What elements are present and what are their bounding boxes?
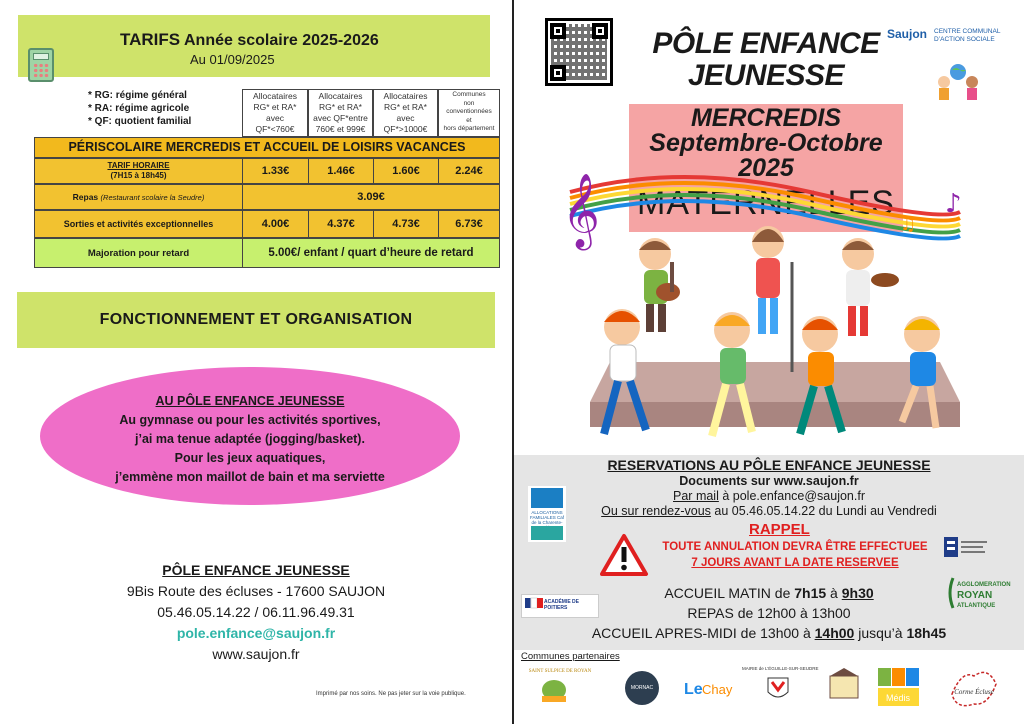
- rappel-line-2: 7 JOURS AVANT LA DATE RESERVEE: [691, 557, 899, 569]
- footnote: Imprimé par nos soins. Ne pas jeter sur la voie publique.: [316, 691, 466, 697]
- price-cell: 2.24€: [455, 165, 483, 177]
- pole-title: PÔLE ENFANCE JEUNESSE: [652, 27, 880, 92]
- svg-text:♫: ♫: [900, 214, 917, 235]
- svg-text:Chay: Chay: [702, 682, 733, 697]
- tarifs-date: Au 01/09/2025: [190, 52, 275, 67]
- svg-text:♪: ♪: [945, 189, 962, 219]
- row-label: Repas (Restaurant scolaire la Seudre): [35, 185, 243, 209]
- price-cell: 5.00€/ enfant / quart d’heure de retard: [268, 247, 474, 259]
- price-cell: 6.73€: [455, 218, 483, 230]
- kids-globe-icon: [930, 62, 986, 106]
- contact-website[interactable]: www.saujon.fr: [212, 646, 300, 662]
- partner-logo-eguille: [740, 664, 819, 710]
- msa-logo: [944, 533, 990, 561]
- svg-text:ROYAN: ROYAN: [957, 590, 993, 601]
- periscolaire-band: PÉRISCOLAIRE MERCREDIS ET ACCUEIL DE LOISIRS VACANCES: [34, 137, 500, 158]
- partner-logo-mornac: [622, 664, 662, 710]
- contact-title: PÔLE ENFANCE JEUNESSE: [162, 562, 350, 578]
- svg-text:AGGLOMERATION: AGGLOMERATION: [957, 582, 1011, 588]
- reservations-title: RESERVATIONS AU PÔLE ENFANCE JEUNESSE: [607, 457, 931, 473]
- contact-phones: 05.46.05.14.22 / 06.11.96.49.31: [157, 604, 355, 620]
- row-label: Majoration pour retard: [35, 239, 243, 267]
- svg-text:MAIRIE de L’ÉGUILLE-SUR-SEUDRE: MAIRIE de L’ÉGUILLE-SUR-SEUDRE: [742, 666, 819, 671]
- partner-logo-le-chay: [680, 664, 733, 710]
- table-row-sorties: [34, 210, 500, 238]
- svg-text:MORNAC: MORNAC: [630, 685, 654, 691]
- table-row-repas: [34, 184, 500, 210]
- horaires-block: ACCUEIL MATIN de 7h15 à 9h30 REPAS de 12h00 à 13h00 ACCUEIL APRES-MIDI de 13h00 à 14h00 jusqu’à 18h45: [591, 585, 947, 641]
- partner-logo-corme-ecluse: [946, 664, 1002, 710]
- ccas-label: CENTRE COMMUNAL D’ACTION SOCIALE: [934, 28, 1001, 43]
- svg-text:ATLANTIQUE: ATLANTIQUE: [957, 603, 996, 609]
- tarifs-title: TARIFS Année scolaire 2025-2026: [120, 30, 379, 49]
- column-header-3: Allocataires RG* et RA* avec QF*>1000€: [373, 89, 438, 137]
- column-header-2: Allocataires RG* et RA* avec QF*entre 760€ et 999€: [308, 89, 373, 137]
- price-cell: 3.09€: [357, 191, 385, 203]
- maternelles-label: MATERNELLES: [637, 184, 895, 222]
- table-row-tarif-horaire: [34, 158, 500, 184]
- rappel-line-1: TOUTE ANNULATION DEVRA ÊTRE EFFECTUEE: [662, 541, 928, 553]
- row-label: Sorties et activités exceptionnelles: [35, 211, 243, 237]
- price-cell: 4.37€: [309, 211, 374, 237]
- column-header-1: Allocataires RG* et RA* avec QF*<760€: [242, 89, 308, 137]
- mercredis-title: MERCREDIS Septembre-Octobre 2025: [649, 104, 883, 182]
- agglo-royan-logo: [947, 574, 1011, 612]
- regime-legend: * RG: régime général * RA: régime agricole * QF: quotient familial: [88, 90, 192, 127]
- caf-logo: ALLOCATIONS FAMILIALES Caf de la Charente-: [528, 486, 566, 542]
- contact-email[interactable]: pole.enfance@saujon.fr: [176, 625, 336, 641]
- price-cell: 1.60€: [374, 159, 439, 183]
- calculator-icon: [28, 48, 54, 82]
- contact-block: [18, 560, 494, 665]
- qr-code-icon[interactable]: [545, 18, 613, 86]
- price-cell: 4.00€: [243, 211, 309, 237]
- price-cell: 1.33€: [243, 159, 309, 183]
- rappel-title: RAPPEL: [749, 521, 810, 538]
- table-row-majoration: [34, 238, 500, 268]
- fonctionnement-heading: FONCTIONNEMENT ET ORGANISATION: [17, 292, 495, 348]
- ellipse-text: AU PÔLE ENFANCE JEUNESSE Au gymnase ou pour les activités sportives, j’ai ma tenue adaptée (jogging/basket). Pour les jeux aquatiques, j’emmène mon maillot de bain et ma serviette: [115, 394, 385, 484]
- row-label: TARIF HORAIRE (7H15 à 18h45): [35, 159, 243, 183]
- academie-logo: ACADÉMIE DE POITIERS: [521, 594, 599, 618]
- price-cell: 4.73€: [374, 211, 439, 237]
- svg-text:Médis: Médis: [885, 693, 911, 703]
- svg-text:Le: Le: [684, 681, 703, 698]
- reservations-details: Documents sur www.saujon.fr Par mail à pole.enfance@saujon.fr Ou sur rendez-vous au 05.46.05.14.22 du Lundi au Vendredi: [601, 474, 937, 518]
- price-cell: 1.46€: [309, 159, 374, 183]
- column-header-4: Communes non conventionnées et hors département: [438, 89, 500, 137]
- svg-text:𝄞: 𝄞: [562, 174, 600, 248]
- svg-text:SAINT SULPICE DE ROYAN: SAINT SULPICE DE ROYAN: [528, 669, 592, 674]
- partner-logo-medis: [876, 664, 922, 710]
- svg-text:Corme Écluse: Corme Écluse: [954, 688, 994, 696]
- saujon-logo: Saujon: [887, 27, 928, 41]
- kids-music-illustration: [560, 152, 980, 450]
- partners-label: Communes partenaires: [521, 651, 620, 662]
- partner-logo-commune: [826, 664, 862, 710]
- partner-logo-saint-sulpice: [528, 664, 592, 710]
- contact-address: 9Bis Route des écluses - 17600 SAUJON: [126, 583, 386, 599]
